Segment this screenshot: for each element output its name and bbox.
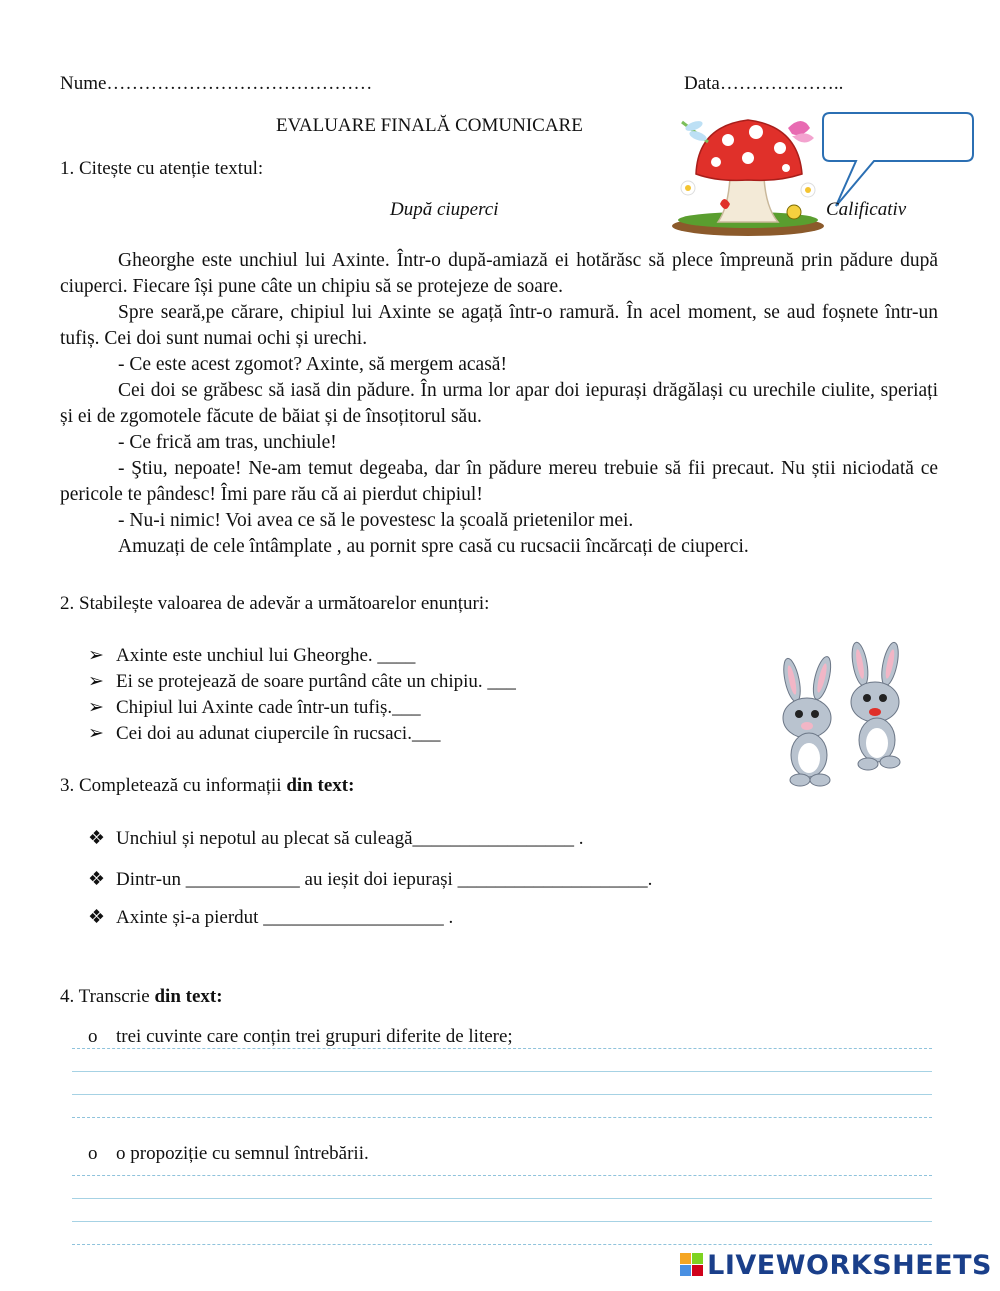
story-paragraph: Amuzați de cele întâmplate , au pornit spre casă cu rucsacii încărcați de ciuperci. (118, 536, 749, 557)
arrow-bullet-icon: ➢ (88, 645, 104, 666)
diamond-bullet-icon: ❖ (88, 907, 106, 928)
story-paragraph: Spre seară,pe cărare, chipiul lui Axinte se agață într-o ramură. În acel moment, se aud foșnete într-un tufiș. Cei doi sunt numai ochi și urechi. (60, 302, 938, 349)
diamond-bullet-icon: ❖ (88, 828, 106, 849)
true-false-item[interactable]: ➢ Ei se protejează de soare purtând câte un chipiu. ___ (88, 669, 516, 695)
arrow-bullet-icon: ➢ (88, 697, 104, 718)
diamond-bullet-icon: ❖ (88, 869, 106, 890)
bunnies-illustration (772, 640, 922, 790)
transcribe-item: o o propoziție cu semnul întrebării. (88, 1141, 369, 1167)
story-paragraph: Gheorghe este unchiul lui Axinte. Într-o după-amiază ei hotărăsc să plece împreună prin pădure după ciuperci. Fiecare își pune câte un chipiu să se protejeze de soare. (60, 250, 938, 297)
liveworksheets-logo-icon (680, 1253, 704, 1277)
fill-in-item[interactable]: ❖ Axinte și-a pierdut ___________________ . (88, 905, 453, 931)
story-paragraph: - Ce este acest zgomot? Axinte, să mergem acasă! (118, 354, 507, 375)
answer-writing-lines[interactable] (72, 1048, 932, 1118)
date-field-label: Data……………….. (684, 73, 844, 94)
answer-writing-lines[interactable] (72, 1175, 932, 1245)
true-false-item[interactable]: ➢ Axinte este unchiul lui Gheorghe. ____ (88, 643, 415, 669)
page-title: EVALUARE FINALĂ COMUNICARE (276, 115, 583, 136)
arrow-bullet-icon: ➢ (88, 671, 104, 692)
circle-bullet-icon: o (88, 1143, 98, 1164)
liveworksheets-logo: LIVEWORKSHEETS (680, 1250, 992, 1281)
true-false-item[interactable]: ➢ Chipiul lui Axinte cade într-un tufiș.___ (88, 695, 421, 721)
fill-in-item[interactable]: ❖ Unchiul și nepotul au plecat să culeagă_________________ . (88, 826, 584, 852)
story-paragraph: - Nu-i nimic! Voi avea ce să le povestesc la școală prietenilor mei. (118, 510, 634, 531)
name-field-label: Nume…………………………………… (60, 73, 373, 94)
question-4-heading: 4. Transcrie din text: (60, 986, 223, 1007)
circle-bullet-icon: o (88, 1026, 98, 1047)
story-title: După ciuperci (390, 199, 499, 220)
true-false-item[interactable]: ➢ Cei doi au adunat ciupercile în rucsaci.___ (88, 721, 440, 747)
mushroom-illustration (668, 108, 828, 236)
grade-speech-bubble[interactable] (818, 110, 978, 210)
question-3-heading: 3. Completează cu informații din text: (60, 775, 355, 796)
fill-in-item[interactable]: ❖ Dintr-un ____________ au ieșit doi iepurași ____________________. (88, 867, 652, 893)
story-paragraph: - Ce frică am tras, unchiule! (118, 432, 337, 453)
transcribe-item: o trei cuvinte care conțin trei grupuri diferite de litere; (88, 1024, 513, 1050)
story-paragraph: Cei doi se grăbesc să iasă din pădure. În urma lor apar doi iepurași drăgălași cu urechile ciulite, speriați și ei de zgomotele făcute de băiat și de însoțitorul său. (60, 380, 938, 427)
question-1-heading: 1. Citește cu atenție textul: (60, 158, 264, 179)
question-2-heading: 2. Stabilește valoarea de adevăr a următoarelor enunțuri: (60, 593, 490, 614)
story-paragraph: - Ştiu, nepoate! Ne-am temut degeaba, dar în pădure mereu trebuie să fii precaut. Nu știi niciodată ce pericole te pândesc! Îmi pare rău că ai pierdut chipiul! (60, 458, 938, 505)
arrow-bullet-icon: ➢ (88, 723, 104, 744)
grade-label: Calificativ (826, 199, 907, 220)
